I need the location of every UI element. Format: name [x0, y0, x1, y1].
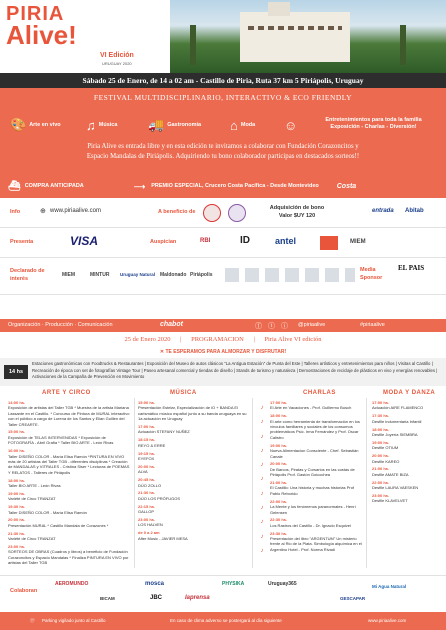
- edition-label: VI Edición: [100, 52, 134, 59]
- charla-entry: [270, 413, 364, 440]
- uruguay365-logo: Uruguay365: [268, 581, 297, 587]
- info-row: [0, 198, 446, 228]
- musica-heading: MÚSICA: [170, 390, 197, 396]
- musica-entry: [138, 504, 250, 515]
- facebook-icon[interactable]: ⓕ: [255, 323, 262, 330]
- entry-time: 19:00 hs.: [8, 490, 26, 496]
- entry-time: 16:00 hs.: [8, 448, 26, 454]
- entry-desc: Exposición de TELAS INTERVENIDAS * Exposición de FOTOGRAFÍA - Abril Grafia * Taller BIO ARTE - León Rivas: [8, 434, 114, 446]
- category-moda: [230, 113, 255, 137]
- redpagos-logo: entrada: [372, 208, 394, 214]
- entry-desc: El arte como herramienta de transformación en los vínculos familiares y sociales de los consumos problemáticos Psic. Irma Fernández y Prof. Oscar Calistro: [270, 418, 360, 440]
- logo-line1: PIRIA: [6, 3, 65, 25]
- category-label: Música: [98, 122, 118, 128]
- promo-right: PREMIO ESPECIAL, Crucero Costa Pacífica - Desde Montevideo: [151, 183, 319, 189]
- entry-desc: Taller BIO ARTE - León Rivas: [8, 482, 61, 488]
- entry-time: 19:15 hs.: [138, 450, 156, 456]
- arte-entry: [8, 491, 130, 502]
- charlas-heading: CHARLAS: [303, 390, 336, 396]
- declarado-line2: interés: [10, 275, 29, 282]
- entry-desc: SORTEOS DE OBRAS (Cuadros y libros) a beneficio de Fundación Corazoncitos y Espacio Mandalas * Finaliza PINTURA EN VIVO por artistas del Taller TGB: [8, 549, 129, 566]
- entry-desc: Los Rastros del Castillo - Dr. Ignacio Esquivel: [270, 522, 351, 528]
- ship-icon: ⛴: [8, 180, 21, 192]
- arte-entry: [8, 478, 130, 489]
- festival-logo: [6, 4, 77, 48]
- entry-desc: DÚO LOS PRÓFUGOS: [138, 495, 181, 501]
- entry-time: 19:00 hs.: [372, 439, 390, 445]
- parking-icon: Ⓟ: [30, 618, 35, 623]
- entry-time: 21:30 hs.: [138, 490, 156, 496]
- castle-illustration: [240, 12, 350, 62]
- musica-column: [138, 400, 250, 572]
- description-line2: Espacio Mandalas de Piriápolis. Adquiriendo tu bono colaborador participas en destacados sorteos!!: [86, 153, 360, 161]
- mandalas-logo: [228, 204, 246, 222]
- footer-website[interactable]: www.piriaalive.com: [368, 618, 407, 623]
- media-line2: Sponsor: [360, 274, 383, 281]
- category-familia: [284, 113, 300, 137]
- entry-desc: Desfile KLAVELVET: [372, 498, 408, 504]
- promo-bar: [8, 178, 438, 194]
- mic-icon: ♪: [260, 419, 264, 426]
- mic-icon: ♪: [260, 505, 264, 512]
- entry-time: 23:30 hs.: [270, 530, 288, 536]
- entry-desc: Taller DISEÑO COLOR - María Elisa Ramón: [8, 509, 87, 515]
- category-gastronomia: [148, 113, 201, 137]
- musica-entry: [138, 451, 250, 462]
- entry-time: 22:15 hs.: [138, 503, 156, 509]
- entry-time: 21:00 hs.: [270, 480, 288, 486]
- charla-entry: [270, 461, 364, 477]
- moda-entry: [372, 413, 442, 424]
- family-icon: ☺: [284, 117, 298, 133]
- arte-entry: [8, 531, 130, 542]
- info-label: Info: [10, 209, 21, 215]
- program-label: PROGRAMACION: [191, 336, 244, 343]
- twitter-icon[interactable]: ⓣ: [268, 323, 275, 330]
- entry-desc: La Mente y los fenómenos paranormales - Henri Gelensen: [270, 504, 356, 515]
- visa-logo: VISA: [70, 234, 99, 248]
- lunch-note: [0, 349, 446, 357]
- org-logo: MIEM: [62, 272, 76, 278]
- entry-desc: ALVA: [138, 469, 148, 475]
- entry-time: 20:45 hs.: [138, 477, 156, 483]
- org-logo: MINTUR: [90, 272, 110, 278]
- rbi-logo: RBI: [200, 238, 211, 244]
- musica-entry: [138, 437, 250, 448]
- time-badge: 14 hs: [4, 365, 28, 379]
- musica-entry: [138, 517, 250, 528]
- presenta-label: Presenta: [10, 239, 34, 245]
- entry-desc: Desfile indumentaria Infantil: [372, 418, 422, 424]
- mic-icon: ♪: [260, 433, 264, 440]
- entry-time: 17:00 hs.: [372, 400, 390, 405]
- entry-time: 19:30 hs.: [8, 504, 26, 510]
- palm-tree: [400, 25, 406, 65]
- mic-icon: ♪: [260, 462, 264, 469]
- collaborators-row: [0, 575, 446, 611]
- arte-column: [8, 400, 130, 572]
- charla-entry: [270, 400, 364, 411]
- footer-bar: [0, 612, 446, 630]
- lunch-note-text: TE ESPERAMOS PARA ALMORZAR Y DISFRUTAR!: [165, 349, 287, 355]
- category-label: Arte en vivo: [29, 122, 61, 128]
- entry-time: 20:00 hs.: [8, 517, 26, 523]
- jbc-logo: JBC: [150, 595, 163, 601]
- fork-icon: ✕: [159, 349, 166, 355]
- entry-desc: Actuación STEFANY NUÑEZ: [138, 429, 190, 435]
- miem-logo: MIEM: [350, 239, 366, 245]
- weather-note: En caso de clima adverso se postergará al día siguiente: [170, 618, 282, 623]
- charla-entry: [270, 531, 364, 553]
- activities-text: Estaciones gastronómicas con Foodtrucks & Restaurantes | Exposición del Museo de autos clásicos "La Antigua Estación" de Punta del Este | Talleres artísticos y entretenimientos para niños | Visitas al Castillo | Recreación de época con set de fotografías Vintage Tour | Paseo artesanal comercial y tiendas de diseño | Stands de turismo y naturaleza | Demostraciones de reciclaje de plásticos en vivo y energías renovables | Activaciones de la Campaña de Prevención en Movimiento: [32, 361, 438, 380]
- family-note-line2: Exposición - Charlas - Diversión!: [330, 124, 417, 131]
- family-note-line1: Entretenimientos para toda la familia: [325, 117, 422, 123]
- entry-time: 18:15 hs.: [138, 437, 156, 443]
- entry-time: 17:00 hs.: [138, 424, 156, 430]
- entry-time: 22:00 hs.: [372, 479, 390, 485]
- entry-desc: EYEFOX: [138, 456, 155, 462]
- parking-note: Parking vigilado junto al Castillo: [42, 618, 106, 623]
- entry-time: 23:00 hs.: [372, 492, 390, 498]
- instagram-icon[interactable]: ⓘ: [281, 323, 288, 330]
- chabot-logo: chabot: [160, 321, 183, 328]
- musica-entry: [138, 530, 250, 541]
- palm-tree: [190, 25, 196, 65]
- entry-time: 21:00 hs.: [372, 466, 390, 472]
- entry-desc: De Barcos, Piratas y Corsarios en las costas de Piriápolis Prof. Gastón Goicochea: [270, 466, 355, 478]
- musica-entry: [138, 400, 250, 422]
- header: [0, 0, 446, 73]
- entry-desc: El Castillo: Una historia y muchas historias Prof Pablo Reborido: [270, 485, 355, 496]
- bono-price: Valor $UY 120: [278, 213, 316, 220]
- charla-entry: [270, 517, 364, 528]
- bono-info: [262, 204, 332, 221]
- arte-entry: [8, 504, 130, 515]
- entry-time: 20:00 hs.: [270, 461, 288, 467]
- festival-subtitle: FESTIVAL MULTIDISCIPLINARIO, INTERACTIVO & ECO FRIENDLY: [93, 93, 353, 102]
- musica-entry: [138, 464, 250, 475]
- program-edition: Piria Alive VI edición: [264, 336, 322, 343]
- entry-desc: Variété de Circo TRANZAT: [8, 496, 56, 502]
- entry-time: 22:30 hs.: [270, 517, 288, 523]
- entry-time: 21:30 hs.: [8, 530, 26, 536]
- logo-line2: Alive!: [6, 20, 77, 50]
- charla-entry: [270, 480, 364, 496]
- divider: [134, 398, 135, 568]
- charlas-icons: [255, 405, 269, 562]
- entry-desc: REYO & ERRE: [138, 442, 166, 448]
- aeromundo-logo: AEROMUNDO: [55, 581, 89, 587]
- media-label: [360, 267, 382, 282]
- mic-icon: ♪: [260, 476, 264, 483]
- musica-entry: [138, 424, 250, 435]
- food-truck-icon: 🚚: [148, 117, 165, 132]
- arte-entry: [8, 400, 130, 427]
- corazoncitos-logo: [203, 204, 221, 222]
- id-logo: ID: [240, 235, 250, 246]
- program-title: [0, 336, 446, 348]
- divider: [366, 398, 367, 568]
- moda-entry: [372, 453, 442, 464]
- festival-description: [12, 142, 434, 162]
- mic-icon: ♪: [260, 519, 264, 526]
- hanger-icon: ⌂: [230, 117, 238, 133]
- charla-entry: [270, 499, 364, 515]
- arte-entry: [8, 544, 130, 566]
- abitab-logo: Abitab: [405, 208, 424, 214]
- globe-icon: ⊕: [40, 208, 46, 215]
- moda-heading: MODA Y DANZA: [383, 390, 436, 396]
- category-arte: [10, 113, 61, 137]
- moda-column: [372, 400, 442, 572]
- gescapar-logo: GESCAPAR: [340, 596, 366, 601]
- musica-entry: [138, 490, 250, 501]
- entry-time: 18:00 hs.: [372, 426, 390, 432]
- entry-time: 20:00 hs.: [372, 453, 390, 459]
- entry-desc: GALLOP: [138, 509, 155, 515]
- organization-strip: [0, 319, 446, 332]
- charla-entry: [270, 443, 364, 459]
- miagua-logo: Mi Agua Natural: [372, 584, 407, 589]
- mosca-logo: mosca: [145, 581, 165, 587]
- arte-entry: [8, 448, 130, 475]
- category-row: [8, 113, 438, 137]
- mic-icon: ♪: [260, 405, 264, 411]
- mic-icon: ♪: [260, 447, 264, 454]
- website-link[interactable]: www.piriaalive.com: [50, 208, 102, 214]
- category-musica: [86, 113, 117, 137]
- daytime-activities: [0, 358, 446, 386]
- mic-icon: ♪: [260, 547, 264, 554]
- moda-entry: [372, 466, 442, 477]
- entry-time: 15:00 hs.: [138, 400, 156, 405]
- entry-desc: Desfile OTIUM: [372, 445, 399, 451]
- entry-desc: After Music - JAVIER MESA: [138, 535, 188, 541]
- sponsor-square-logo: [320, 236, 338, 250]
- org-logo: Uruguay Natural: [120, 272, 156, 277]
- entry-time: 18:00 hs.: [8, 477, 26, 483]
- entry-time: 18:00 hs.: [270, 413, 288, 419]
- category-label: Moda: [240, 122, 256, 128]
- entry-desc: Presentación MURAL * Castillo Mandala de Corazones *: [8, 522, 109, 528]
- separator: |: [253, 336, 255, 343]
- declarado-label: [10, 268, 45, 283]
- moda-entry: [372, 400, 442, 411]
- separator: |: [180, 336, 182, 343]
- entry-time: 17:30 hs.: [372, 413, 390, 419]
- entry-desc: Taller DISEÑO COLOR - María Elisa Ramón *PINTURA EN VIVO más de 20 artistas del Taller TGB - diferentes disciplinas * Creación de MANDALAS y VITRALES - Cristina Siser * Lecturas de POEMAS Y RELATOS - Talleres de Piriápolis: [8, 453, 130, 475]
- org-logos-strip: [225, 268, 355, 282]
- physika-logo: PHYSIKA: [222, 581, 245, 587]
- bicam-logo: BICAM: [100, 596, 115, 601]
- entry-time: 23:00 hs.: [8, 543, 26, 549]
- hashtag[interactable]: #piriaalive: [360, 322, 385, 328]
- moda-entry: [372, 480, 442, 491]
- auspician-label: Auspician: [150, 239, 177, 245]
- arte-entry: [8, 429, 130, 445]
- entry-time: 23:00 hs.: [138, 517, 156, 523]
- family-note: [306, 117, 441, 131]
- entry-desc: Actuación AIRE FLAMENCO: [372, 405, 424, 411]
- elpais-logo: EL PAIS: [398, 264, 425, 272]
- entry-desc: Variété de Circo TRANZAT: [8, 536, 56, 542]
- entry-desc: DÚO ZOLLO: [138, 482, 162, 488]
- entry-desc: Exposición de artistas del Taller TGB * Muestra de la artista Mariana Lassante en el Castillo. * Concurso de Pintura de MURAL interactivo con el público a cargo de Lorena de los Santos y Elian Guillen del Taller CREARTE.: [8, 405, 130, 427]
- entry-desc: El Arte en Vacaciones - Prof. Guillermo Busch: [270, 405, 352, 411]
- festival-section: [0, 88, 446, 198]
- entry-time: 17:00 hs.: [270, 400, 288, 405]
- entry-desc: Presentación del libro "ARGENTUM" Un misterio frente al Rio de la Plata. Simbología alquímica en el Argentino Hotel - Prof. Norma Rivadi: [270, 536, 362, 552]
- date-bar: Sábado 25 de Enero, de 14 a 02 am - Castillo de Piria, Ruta 37 km 5 Piriápolis, Uruguay: [0, 73, 446, 88]
- entry-desc: Desfile Joyería SIEMBRA: [372, 431, 418, 437]
- divider: [252, 398, 253, 568]
- org-label: Organización · Producción · Comunicación: [8, 322, 113, 328]
- org-logo: Maldonado: [160, 272, 187, 278]
- entry-desc: LOS HALVEN: [138, 522, 163, 528]
- moda-entry: [372, 427, 442, 438]
- category-label: Gastronomía: [167, 122, 202, 128]
- entry-desc: Presentación Estelar, Especialización de iO + BANDA El carismático músico español junto a su banda uruguaya en su 1a actuación en Uruguay: [138, 405, 247, 422]
- entry-time: 19:00 hs.: [270, 442, 288, 448]
- entry-desc: Nueva Alimentacion Consciente - Chef. Sebastián Canale: [270, 448, 359, 459]
- bono-line1: Adquisición de bono: [269, 205, 325, 211]
- media-line1: Media: [360, 267, 376, 273]
- entry-time: de 0 a 2 am: [138, 530, 160, 536]
- laprensa-logo: laprensa: [185, 595, 210, 601]
- description-line1: Piria Alive es entrada libre y en esta edición te invitamos a colaborar con Fundación Corazoncitos y: [87, 143, 359, 150]
- moda-entry: [372, 493, 442, 504]
- musica-entry: [138, 477, 250, 488]
- collab-label: Colaboran: [10, 588, 38, 594]
- entry-desc: Desfile AMATE BIZA: [372, 471, 409, 477]
- moda-entry: [372, 440, 442, 451]
- arte-heading: ARTE Y CIRCO: [42, 390, 91, 396]
- entry-time: 22:00 hs.: [270, 498, 288, 504]
- org-logo: Piriápolis: [190, 272, 213, 278]
- declarado-row: [0, 258, 446, 295]
- charlas-column: [270, 400, 364, 572]
- palette-icon: 🎨: [10, 117, 27, 132]
- antel-logo: antel: [275, 236, 297, 246]
- entry-time: 20:00 hs.: [138, 463, 156, 469]
- program-date: 25 de Enero 2020: [124, 336, 171, 343]
- presenta-row: [0, 228, 446, 258]
- entry-desc: Desfile LAURA VAESKEN: [372, 485, 419, 491]
- social-handle[interactable]: @piriaalive: [298, 322, 326, 328]
- entry-desc: Desfile KAREO: [372, 458, 400, 464]
- arrow-right-icon: ⟶: [133, 181, 146, 191]
- mic-icon: ♪: [260, 533, 264, 540]
- declarado-line1: Declarado de: [10, 268, 45, 274]
- music-icon: ♫: [86, 117, 96, 133]
- benefit-label: A beneficio de: [158, 209, 196, 215]
- entry-time: 15:00 hs.: [8, 429, 26, 435]
- entry-time: 14:00 hs.: [8, 400, 26, 405]
- arte-entry: [8, 517, 130, 528]
- promo-left: COMPRA ANTICIPADA: [24, 183, 84, 189]
- mic-icon: ♪: [260, 490, 264, 497]
- costa-logo: Costa: [336, 182, 357, 190]
- castle-photo: [170, 0, 446, 73]
- edition-sub: URUGUAY 2020: [102, 61, 132, 66]
